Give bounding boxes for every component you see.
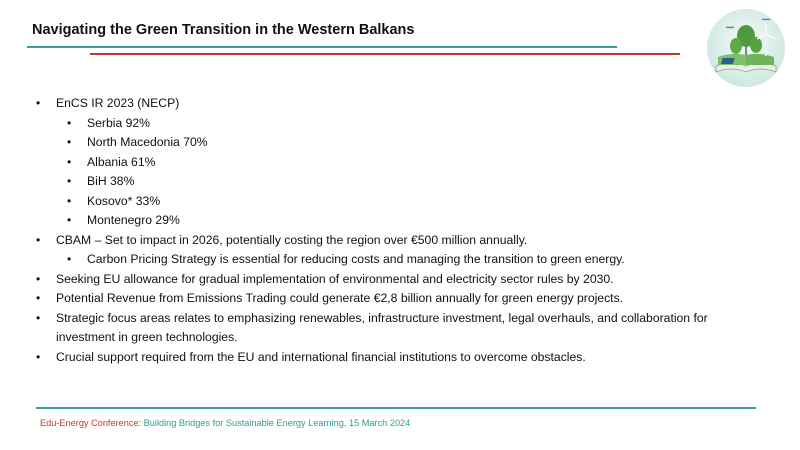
footer-label: Edu-Energy Conference:	[40, 418, 142, 428]
bullet-carbon-pricing: • Carbon Pricing Strategy is essential for reducing costs and managing the transition to green energy.	[34, 250, 774, 270]
slide-title: Navigating the Green Transition in the Western Balkans	[32, 22, 415, 38]
bullet-revenue: • Potential Revenue from Emissions Trading could generate €2,8 billion annually for green energy projects.	[34, 289, 774, 309]
footer-text: Building Bridges for Sustainable Energy Learning, 15 March 2024	[141, 418, 411, 428]
bullet-montenegro: • Montenegro 29%	[34, 211, 774, 231]
bullet-serbia: • Serbia 92%	[34, 114, 774, 134]
bullet-kosovo: • Kosovo* 33%	[34, 192, 774, 212]
bullet-north-macedonia: • North Macedonia 70%	[34, 133, 774, 153]
bullet-encs: • EnCS IR 2023 (NECP)	[34, 94, 774, 114]
footer	[40, 418, 410, 428]
green-book-energy-logo-icon	[706, 8, 786, 88]
bullet-bih: • BiH 38%	[34, 172, 774, 192]
bullet-support: • Crucial support required from the EU and international financial institutions to overcome obstacles.	[34, 348, 774, 368]
bullet-albania: • Albania 61%	[34, 153, 774, 173]
footer-divider	[36, 407, 756, 409]
bullet-strategic-focus: • Strategic focus areas relates to emphasizing renewables, infrastructure investment, legal overhauls, and collaboration for investment in green technologies.	[34, 309, 774, 348]
content-bullets	[34, 94, 774, 367]
title-underline-teal	[27, 46, 617, 48]
bullet-eu-allowance: • Seeking EU allowance for gradual implementation of environmental and electricity sector rules by 2030.	[34, 270, 774, 290]
bullet-cbam: • CBAM – Set to impact in 2026, potentially costing the region over €500 million annually.	[34, 231, 774, 251]
title-underline-red	[90, 53, 680, 55]
